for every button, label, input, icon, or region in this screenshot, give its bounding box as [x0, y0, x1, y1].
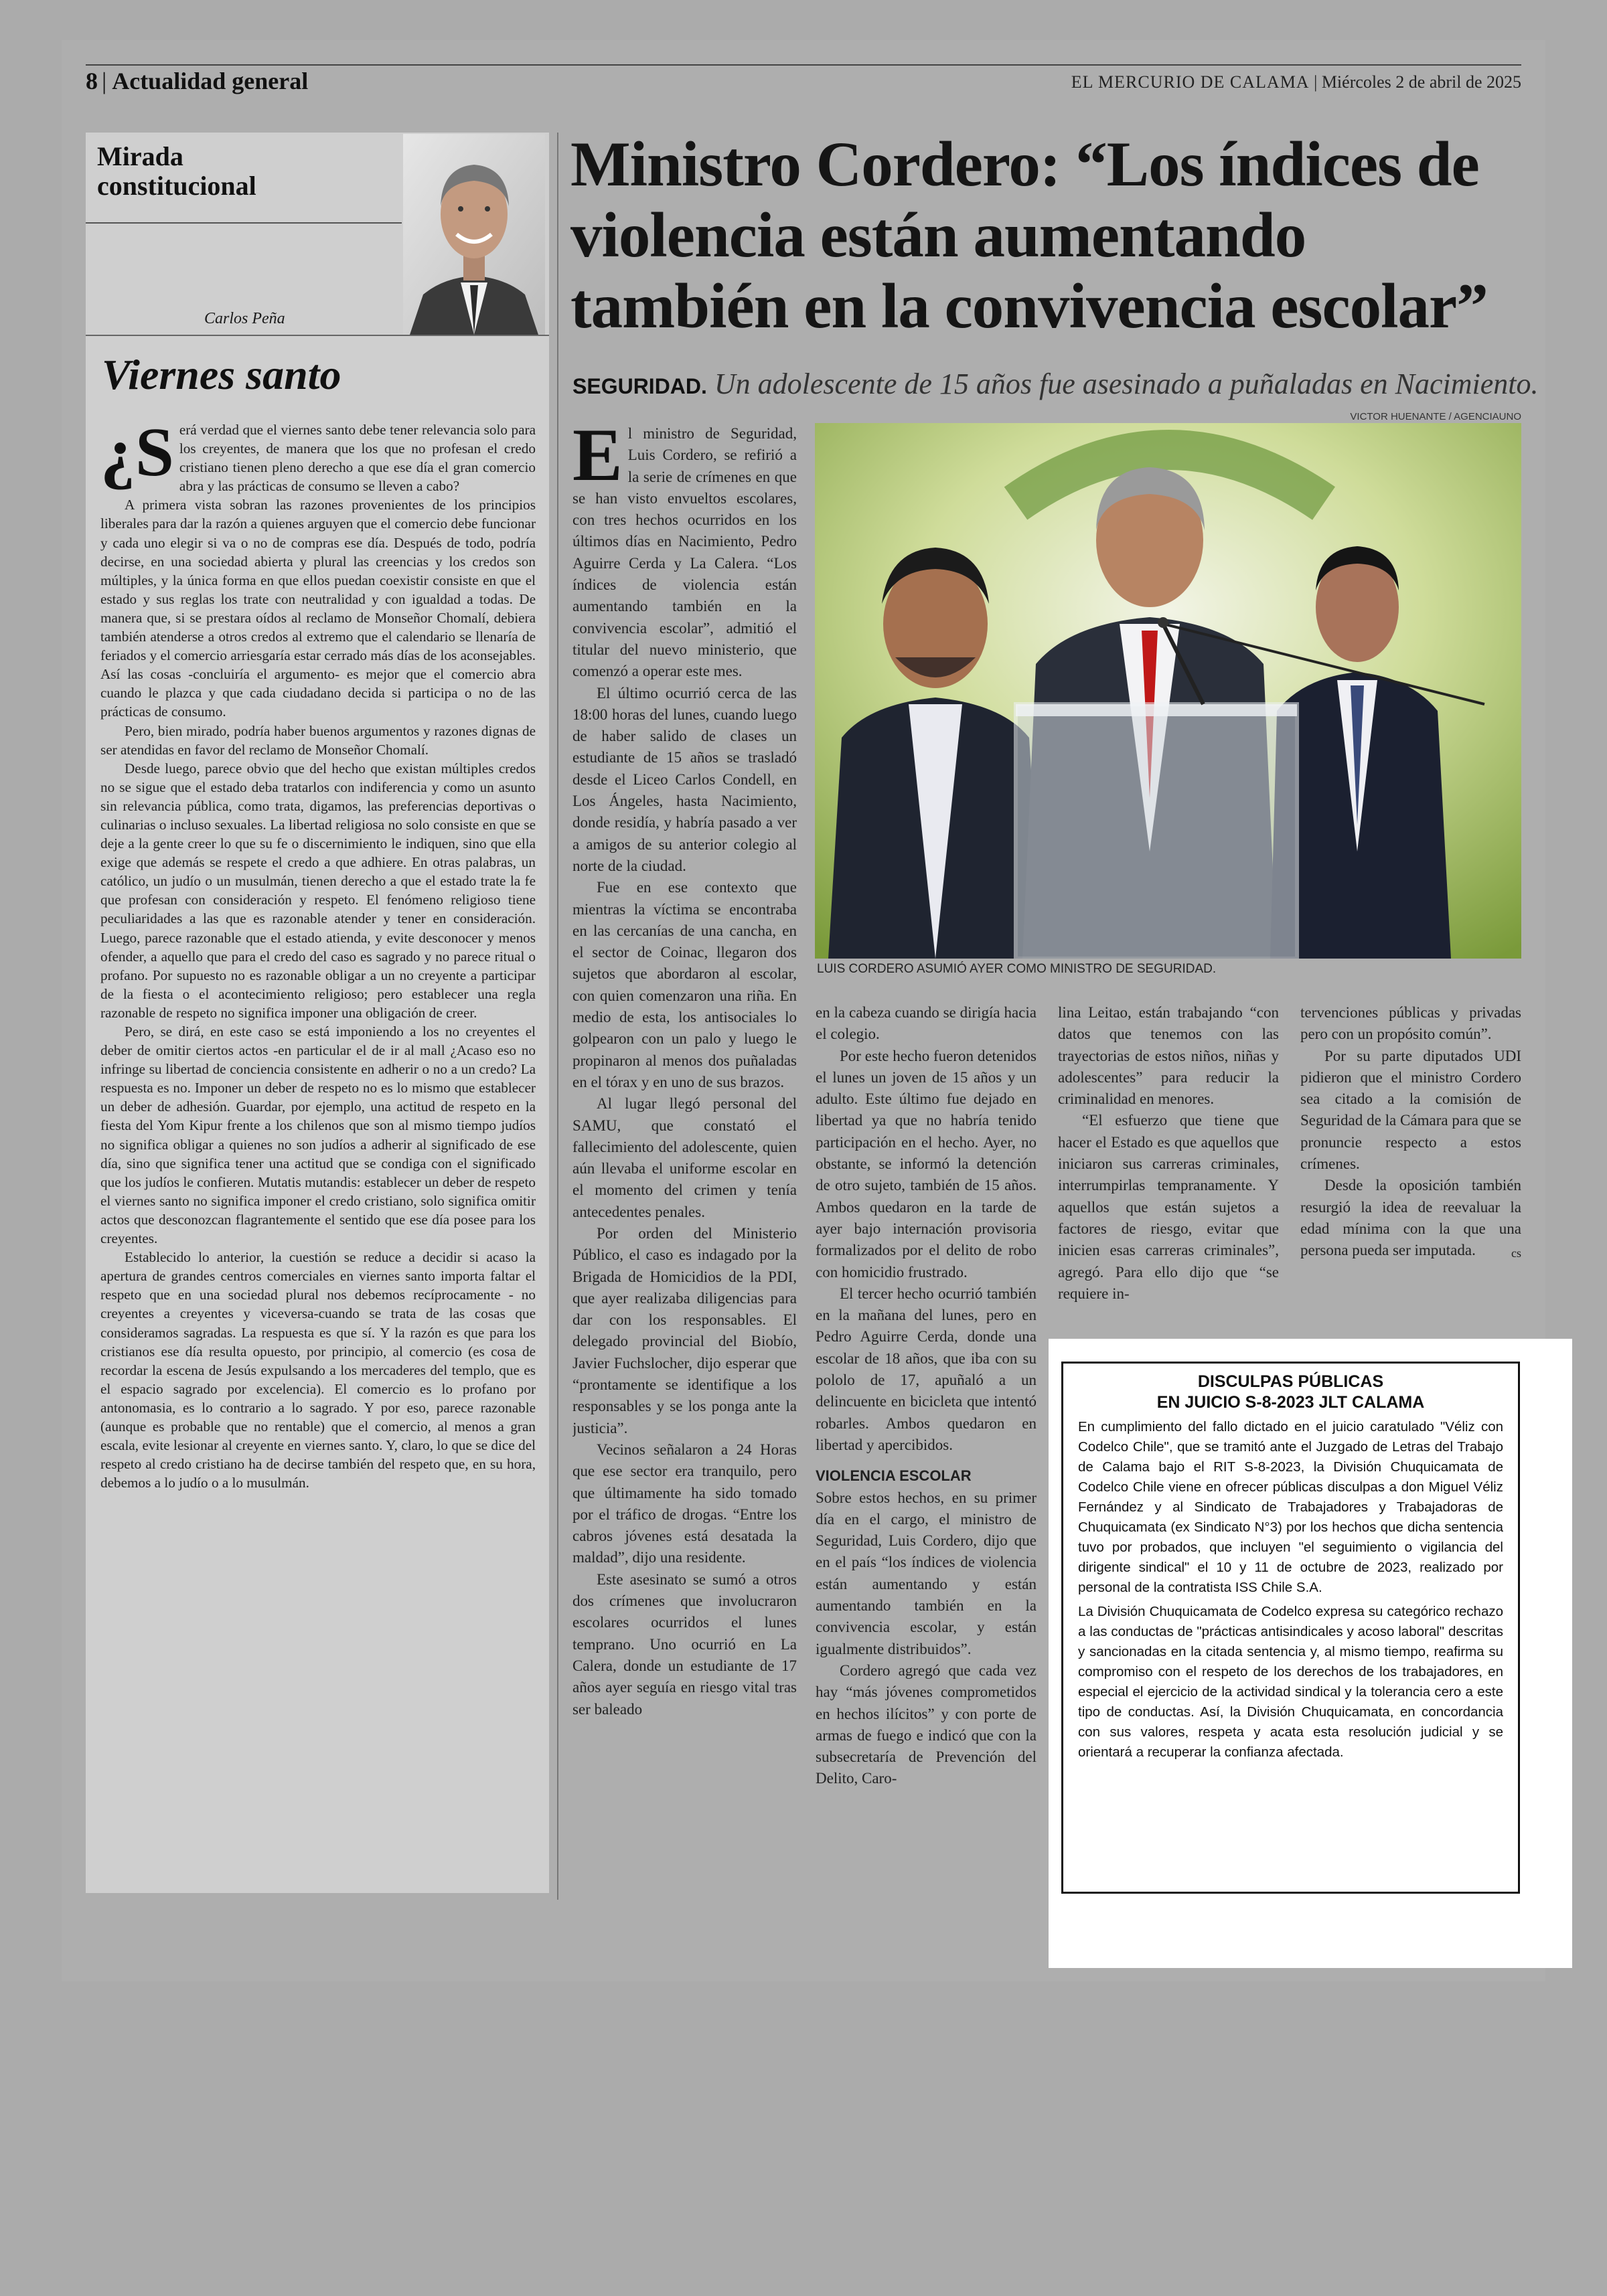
column-divider: [557, 133, 558, 1900]
photo-credit: VICTOR HUENANTE / AGENCIAUNO: [1350, 411, 1521, 422]
publication-name: EL MERCURIO DE CALAMA: [1071, 72, 1310, 92]
author-portrait: [403, 134, 545, 335]
publication-date: Miércoles 2 de abril de 2025: [1321, 72, 1521, 92]
article-paragraph: Por este hecho fueron detenidos el lunes un joven de 15 años y un adulto. Este último fue dejado en libertad ya que no habría tenido participación en el hecho. Ayer, no obstante, se informó la detención de otro sujeto, también de 15 años. Ambos quedaron en la tarde de ayer bajo internación provisoria formalizados por el delito de robo con homicidio frustrado.: [816, 1047, 1037, 1281]
article-paragraph: en la cabeza cuando se dirigía hacia el colegio.: [816, 1004, 1037, 1043]
article-column-1: [572, 423, 797, 1906]
notice-paragraph: La División Chuquicamata de Codelco expresa su categórico rechazo a las conductas de "prácticas antisindicales y acoso laboral" descritas y sancionadas en la citada sentencia y, al mismo tiempo, reafirma su compromiso con el respeto de los derechos de los trabajadores, en especial el ejercicio de la actividad sindical y la tolerancia cero a este tipo de conductas. Así, la División Chuquicamata, en concordancia con sus valores, respeta y acata esta resolución judicial y se orientará a recuperar la confianza afectada.: [1078, 1604, 1503, 1760]
column-paragraph: Pero, se dirá, en este caso se está imponiendo a los no creyentes el deber de omitir ciertos actos -en particular el de ir al mall ¿Acaso eso no infringe su libertad de conciencia consistente en adherir o no a un credo? La respuesta es no. Imponer un deber de respeto no es lo mismo que establecer un deber de adhesión. Guardar, por ejemplo, una actitud de respeto en la fiesta del Yom Kipur frente a los chilenos que son al mismo tiempo judíos no significa obligar a quienes no son judíos a adherir al significado de ese día, sino que significa tener una actitud que se condiga con el significado que los judíos le confieren. Mutatis mutandis: establecer un deber de respeto el viernes santo no significa imponer el credo cristiano, solo significa omitir actos que desconozcan flagrantemente el sentido que ese día posee para los creyentes.: [100, 1023, 536, 1247]
column-section-label: Mirada constitucional: [97, 141, 256, 201]
column-paragraph: A primera vista sobran las razones provenientes de los principios liberales para dar la razón a quienes arguyen que el comercio debe funcionar y cada uno elegir si va o no de compras ese día. Después de todo, podría decirse, en una sociedad abierta y plural las creencias y los credos son múltiples, y la única forma en que ellos puedan coexistir consiste en que el estado y sus reglas los trate con neutralidad y con igualdad a todas. De manera que, si se prestara oídos al reclamo de Monseñor Chomalí, debiera también atenderse a otros credos al extremo que el calendario se llenaría de feriados y el comercio arriesgaría estar cerrado más días de los aconsejables. Así las cosas -concluiría el argumento- es mejor que el comercio abra cuando le plazca y que cada ciudadano decida si participa o no de las prácticas de consumo.: [100, 497, 536, 720]
article-paragraph: Vecinos señalaron a 24 Horas que ese sector era tranquilo, pero que últimamente ha sido tomado por el tráfico de drogas. “Entre los cabros jóvenes está desatada la maldad”, dijo una residente.: [572, 1441, 797, 1566]
article-paragraph: Cordero agregó que cada vez hay “más jóvenes comprometidos en hechos ilícitos” y con porte de armas de fuego e indicó que con la subsecretaría de Prevención del Delito, Caro-: [816, 1661, 1037, 1787]
article-column-2: [816, 1002, 1037, 1909]
column-title: Viernes santo: [102, 351, 341, 398]
article-column-3: [1058, 1002, 1279, 1330]
publication-line: EL MERCURIO DE CALAMA | Miércoles 2 de abril de 2025: [1071, 72, 1521, 92]
article-paragraph: Al lugar llegó personal del SAMU, que constató el fallecimiento del adolescente, quien aún llevaba el uniforme escolar en el momento del crimen y tenía antecedentes penales.: [572, 1095, 797, 1220]
article-paragraph: El ministro de Seguridad, Luis Cordero, se refirió a la serie de crímenes en que se han visto envueltos escolares, con tres hechos ocurridos en los últimos días en Nacimiento, Pedro Aguirre Cerda y La Calera. “Los índices de violencia están aumentando también en la convivencia escolar”, admitió el titular del nuevo ministerio, que comenzó a operar este mes.: [572, 423, 797, 680]
article-subhead: VIOLENCIA ESCOLAR: [816, 1467, 972, 1485]
column-paragraph: Desde luego, parece obvio que del hecho que existan múltiples credos no se sigue que el estado deba tratarlos con indiferencia y como un asunto sin relevancia pública, como trata, digamos, las preferencias deportivas o culinarias o incluso sexuales. La libertad religiosa no solo consiste en que se deje a la gente creer lo que su fe o discernimiento le indiquen, sino que ella exige que además se respete el credo a que adhiere. En otras palabras, un católico, un judío o un musulmán, tienen derecho a que el estado trate la fe que profesan con consideración y respeto. El fenómeno religioso tiene peculiaridades a las que es razonable atender y tener en consideración. Luego, parece razonable que el estado atienda, y evite desconocer y menos ofender, a aquello que para el credo del caso es sagrado y no parece ritual o profano. Por supuesto no es razonable obligar a un no creyente a participar de la fiesta o el acontecimiento religioso; pero establecer una regla razonable de respeto no significa imponer una obligación de creer.: [100, 760, 536, 1021]
public-apology-notice: [1061, 1362, 1520, 1894]
section-name: Actualidad general: [112, 68, 309, 94]
article-paragraph: Por su parte diputados UDI pidieron que el ministro Cordero sea citado a la comisión de Seguridad de la Cámara para que se pronuncie respecto a estos crímenes.: [1300, 1047, 1521, 1173]
end-mark: cs: [1511, 1246, 1521, 1260]
header-rule: [86, 64, 1521, 66]
article-paragraph: Por orden del Ministerio Público, el caso es indagado por la Brigada de Homicidios de la PDI, que ayer realizaba diligencias para dar con los responsables. El delegado provincial del Biobío, Javier Fuchslocher, dijo esperar que “prontamente se identifique a los responsables y se los ponga ante la justicia”.: [572, 1224, 797, 1437]
column-author: Carlos Peña: [204, 310, 285, 327]
notice-title: DISCULPAS PÚBLICAS EN JUICIO S-8-2023 JLT CALAMA: [1156, 1372, 1425, 1412]
column-header-rule: [86, 335, 549, 336]
article-headline: Ministro Cordero: “Los índices de violencia están aumentando también en la convivencia escolar”: [570, 129, 1488, 341]
column-body: [100, 420, 536, 1880]
section-header: 8 | Actualidad general: [86, 68, 309, 94]
page-number: 8: [86, 68, 98, 94]
kicker-tag: SEGURIDAD.: [572, 374, 707, 398]
article-paragraph: El tercer hecho ocurrió también en la mañana del lunes, pero en Pedro Aguirre Cerda, donde una escolar de 18 años, que iba con su pololo de 17, apuñaló a un delincuente en bicicleta que intentó robarles. Ambos quedaron en libertad y apercibidos.: [816, 1285, 1037, 1453]
article-paragraph: “El esfuerzo que tiene que hacer el Estado es que aquellos que iniciaron sus carreras criminales, interrumpirlas tempranamente. Y aquellos que están sujetos a factores de riesgo, evitar que inicien esas carreras criminales”, agregó. Para ello dijo que “se requiere in-: [1058, 1112, 1279, 1302]
article-paragraph: tervenciones públicas y privadas pero con un propósito común”.: [1300, 1004, 1521, 1043]
article-column-4: [1300, 1002, 1521, 1330]
column-paragraph: Pero, bien mirado, podría haber buenos argumentos y razones dignas de ser atendidas en favor del reclamo de Monseñor Chomalí.: [100, 722, 536, 758]
column-paragraph: ¿S erá verdad que el viernes santo debe tener relevancia solo para los creyentes, de manera que los que no profesan el credo cristiano tienen pleno derecho a que ese día el gran comercio abra y las prácticas de consumo se lleven a cabo?: [100, 420, 536, 495]
photo-caption: LUIS CORDERO ASUMIÓ AYER COMO MINISTRO DE SEGURIDAD.: [817, 962, 1217, 976]
article-kicker: [572, 367, 1539, 401]
article-photo: [815, 423, 1521, 959]
article-dek: Un adolescente de 15 años fue asesinado a puñaladas en Nacimiento.: [714, 367, 1539, 400]
article-paragraph: El último ocurrió cerca de las 18:00 horas del lunes, cuando luego de haber salido de clases un estudiante de 15 años se trasladó desde el Liceo Carlos Condell, en Los Ángeles, hasta Nacimiento, donde residía, y habría pasado a ver a amigos de su anterior colegio al norte de la ciudad.: [572, 684, 797, 874]
article-paragraph: Desde la oposición también resurgió la idea de reevaluar la edad mínima con la que una persona pueda ser imputada. cs: [1300, 1175, 1521, 1261]
article-paragraph: Este asesinato se sumó a otros dos crímenes que involucraron escolares ocurridos el lunes temprano. Uno ocurrió en La Calera, donde un estudiante de 17 años ayer seguía en riesgo vital tras ser baleado: [572, 1570, 797, 1718]
drop-initial: E: [572, 423, 623, 497]
article-paragraph: Fue en ese contexto que mientras la víctima se encontraba en las cercanías de una cancha, en el sector de Coinac, llegaron dos sujetos que abordaron al escolar, con quien comenzaron una riña. En medio de esta, los antisociales lo golpearon con un palo y luego le propinaron al menos dos puñaladas en el tórax y en uno de sus brazos.: [572, 879, 797, 1090]
article-paragraph: lina Leitao, están trabajando “con datos que tenemos con las trayectorias de estos niños, niñas y adolescentes” para reducir la criminalidad en menores.: [1058, 1004, 1279, 1108]
drop-initial: ¿S: [100, 420, 174, 491]
notice-paragraph: En cumplimiento del fallo dictado en el juicio caratulado "Véliz con Codelco Chile", que se tramitó ante el Juzgado de Letras del Trabajo de Calama bajo el RIT S-8-2023, la División Chuquicamata de Codelco Chile viene en ofrecer públicas disculpas a don Miguel Véliz Fernández y al Sindicato de Trabajadores y Trabajadoras de Chuquicamata (ex Sindicato N°3) por los hechos que dicha sentencia tuvo por probados, que incluyen "el seguimiento o vigilancia del dirigente sindical" el 10 y 11 de octubre de 2023, realizado por personal de la contratista ISS Chile S.A.: [1078, 1419, 1503, 1595]
column-paragraph: Establecido lo anterior, la cuestión se reduce a decidir si acaso la apertura de grandes centros comerciales en viernes santo importa faltar el respeto que en una sociedad plural nos debemos recíprocamente - no creyentes a creyentes y viceversa-cuando se trata de las cosas que consideramos sagradas. La respuesta es que sí. Y la razón es que para los cristianos ese día resulta opuesto, por principio, al comercio (es cosa de recordar la escena de Jesús expulsando a los mercaderes del templo, que es el espacio sagrado por excelencia). El comercio es lo profano por antonomasia, es lo contrario a lo sagrado. Y por eso, parece razonable (aunque es probable que no rentable) que el comercio, al menos a gran escala, evite lesionar al creyente en viernes santo. Y, claro, lo que se dice del respeto al credo cristiano ha de decirse también del respeto que, en su hora, debemos a lo judío o a lo musulmán.: [100, 1249, 536, 1491]
article-paragraph: Sobre estos hechos, en su primer día en el cargo, el ministro de Seguridad, Luis Cordero, dijo que en el país “los índices de violencia están aumentando y están aumentando también en la convivencia escolar, y están igualmente distribuidos”.: [816, 1489, 1037, 1657]
